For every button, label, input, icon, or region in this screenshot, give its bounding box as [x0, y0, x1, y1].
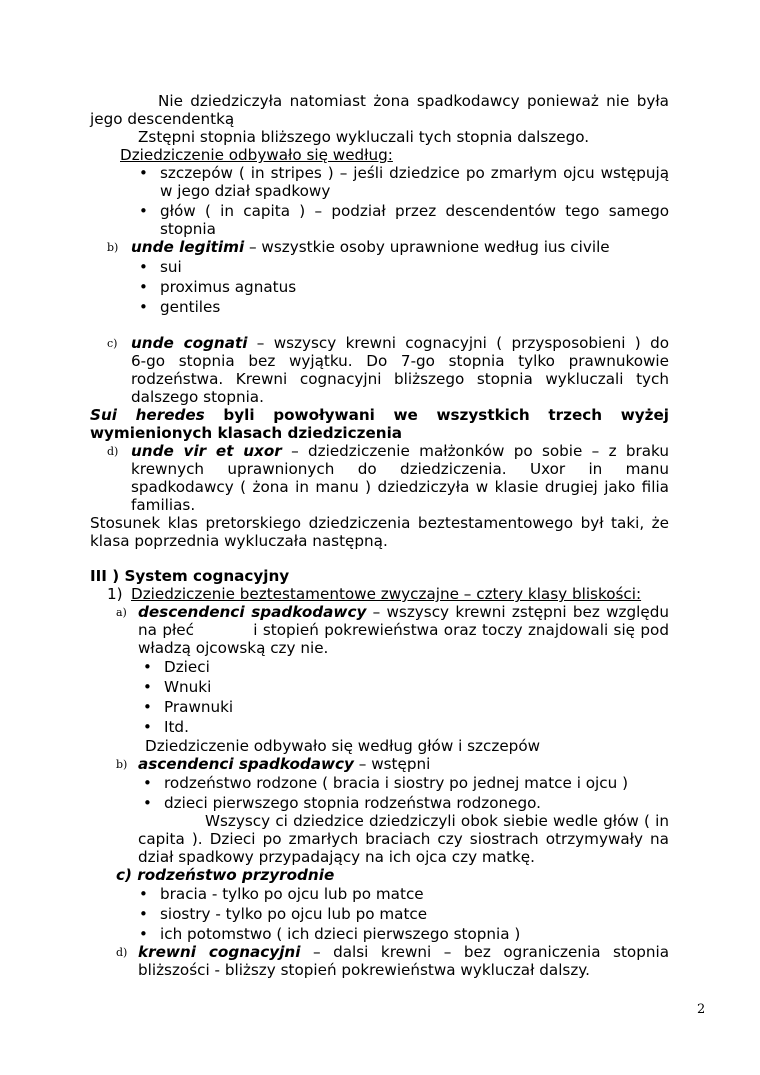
- section-heading: III ) System cognacyjny: [90, 567, 290, 585]
- list-item: familias.: [131, 496, 196, 514]
- bullet: •: [139, 164, 148, 182]
- list-marker: d): [107, 445, 119, 458]
- list-item-heading: c) rodzeństwo przyrodnie: [116, 866, 335, 884]
- list-item: ascendenci spadkodawcy – wstępni: [138, 755, 431, 773]
- bullet: •: [143, 718, 152, 736]
- list-item: descendenci spadkodawcy – wszyscy krewni zstępni bez względu: [138, 603, 669, 621]
- text-line: dział spadkowy przypadający na ich ojca czy matkę.: [138, 848, 535, 866]
- list-item: ich potomstwo ( ich dzieci pierwszego stopnia ): [160, 925, 521, 943]
- text-line: Zstępni stopnia bliższego wykluczali tych stopnia dalszego.: [138, 128, 590, 146]
- bold-paragraph: Sui heredes byli powoływani we wszystkich trzech wyżej: [90, 406, 669, 424]
- text-line: klasa poprzednia wykluczała następną.: [90, 532, 388, 550]
- text-line: Dziedziczenie odbywało się według głów i szczepów: [145, 737, 541, 755]
- list-item: Dzieci: [164, 658, 210, 676]
- text-line: Nie dziedziczyła natomiast żona spadkodawcy ponieważ nie była: [158, 92, 669, 110]
- bullet: •: [139, 258, 148, 276]
- list-item: szczepów ( in stripes ) – jeśli dziedzice po zmarłym ojcu wstępują: [160, 164, 669, 182]
- page-number: 2: [697, 1002, 706, 1017]
- text-line: Wszyscy ci dziedzice dziedziczyli obok siebie wedle głów ( in: [205, 812, 669, 830]
- bullet: •: [139, 905, 148, 923]
- list-item: krewnych uprawnionych do dziedziczenia. Uxor in manu: [131, 460, 669, 478]
- list-item: spadkodawcy ( żona in manu ) dziedziczyła w klasie drugiej jako filia: [131, 478, 669, 496]
- list-item: proximus agnatus: [160, 278, 297, 296]
- list-item: unde vir et uxor – dziedziczenie małżonków po sobie – z braku: [131, 442, 669, 460]
- list-item: dzieci pierwszego stopnia rodzeństwa rodzonego.: [164, 794, 541, 812]
- list-item: w jego dział spadkowy: [160, 182, 331, 200]
- term: Sui heredes: [90, 406, 205, 424]
- list-item: rodzeństwo rodzone ( bracia i siostry po jednej matce i ojcu ): [164, 774, 628, 792]
- bullet: •: [139, 885, 148, 903]
- term: unde cognati: [131, 334, 248, 352]
- list-item: głów ( in capita ) – podział przez descendentów tego samego: [160, 202, 669, 220]
- bold-paragraph: wymienionych klasach dziedziczenia: [90, 424, 403, 442]
- list-item: bliższości - bliższy stopień pokrewieństwa wykluczał dalszy.: [138, 961, 590, 979]
- text-line: jego descendentką: [90, 110, 235, 128]
- bullet: •: [139, 925, 148, 943]
- list-item: rodzeństwa. Krewni cognacyjni bliższego stopnia wykluczali tych: [131, 370, 669, 388]
- subheading: Dziedziczenie beztestamentowe zwyczajne – cztery klasy bliskości:: [131, 585, 642, 603]
- list-item: dalszego stopnia.: [131, 388, 264, 406]
- text-line: Stosunek klas pretorskiego dziedziczenia beztestamentowego był taki, że: [90, 514, 669, 532]
- term: unde legitimi: [131, 238, 245, 256]
- term: krewni cognacyjni: [138, 943, 301, 961]
- list-marker: b): [107, 241, 119, 254]
- list-item: Itd.: [164, 718, 189, 736]
- list-item: Prawnuki: [164, 698, 234, 716]
- list-marker: a): [116, 606, 127, 619]
- list-marker: d): [116, 946, 128, 959]
- bullet: •: [139, 298, 148, 316]
- list-item: stopnia: [160, 220, 216, 238]
- bullet: •: [143, 678, 152, 696]
- bullet: •: [143, 698, 152, 716]
- list-item: bracia - tylko po ojcu lub po matce: [160, 885, 424, 903]
- text-line: capita ). Dzieci po zmarłych braciach czy siostrach otrzymywały na: [138, 830, 669, 848]
- list-item: gentiles: [160, 298, 221, 316]
- bullet: •: [143, 794, 152, 812]
- bullet: •: [139, 278, 148, 296]
- list-item: siostry - tylko po ojcu lub po matce: [160, 905, 428, 923]
- list-item: unde legitimi – wszystkie osoby uprawnione według ius civile: [131, 238, 610, 256]
- list-item: władzą ojcowską czy nie.: [138, 639, 329, 657]
- subheading: Dziedziczenie odbywało się według:: [120, 146, 393, 164]
- bullet: •: [139, 202, 148, 220]
- list-marker: 1): [107, 585, 123, 603]
- list-item: Wnuki: [164, 678, 212, 696]
- list-marker: c): [107, 337, 118, 350]
- list-item: krewni cognacyjni – dalsi krewni – bez ograniczenia stopnia: [138, 943, 669, 961]
- list-item: 6-go stopnia bez wyjątku. Do 7-go stopnia tylko prawnukowie: [131, 352, 669, 370]
- term: descendenci spadkodawcy: [138, 603, 367, 621]
- term: unde vir et uxor: [131, 442, 282, 460]
- list-item: sui: [160, 258, 182, 276]
- list-marker: b): [116, 758, 128, 771]
- bullet: •: [143, 658, 152, 676]
- list-item: unde cognati – wszyscy krewni cognacyjni ( przysposobieni ) do: [131, 334, 669, 352]
- list-item: na płeć i stopień pokrewieństwa oraz toczy znajdowali się pod: [138, 621, 669, 639]
- bullet: •: [143, 774, 152, 792]
- term: ascendenci spadkodawcy: [138, 755, 354, 773]
